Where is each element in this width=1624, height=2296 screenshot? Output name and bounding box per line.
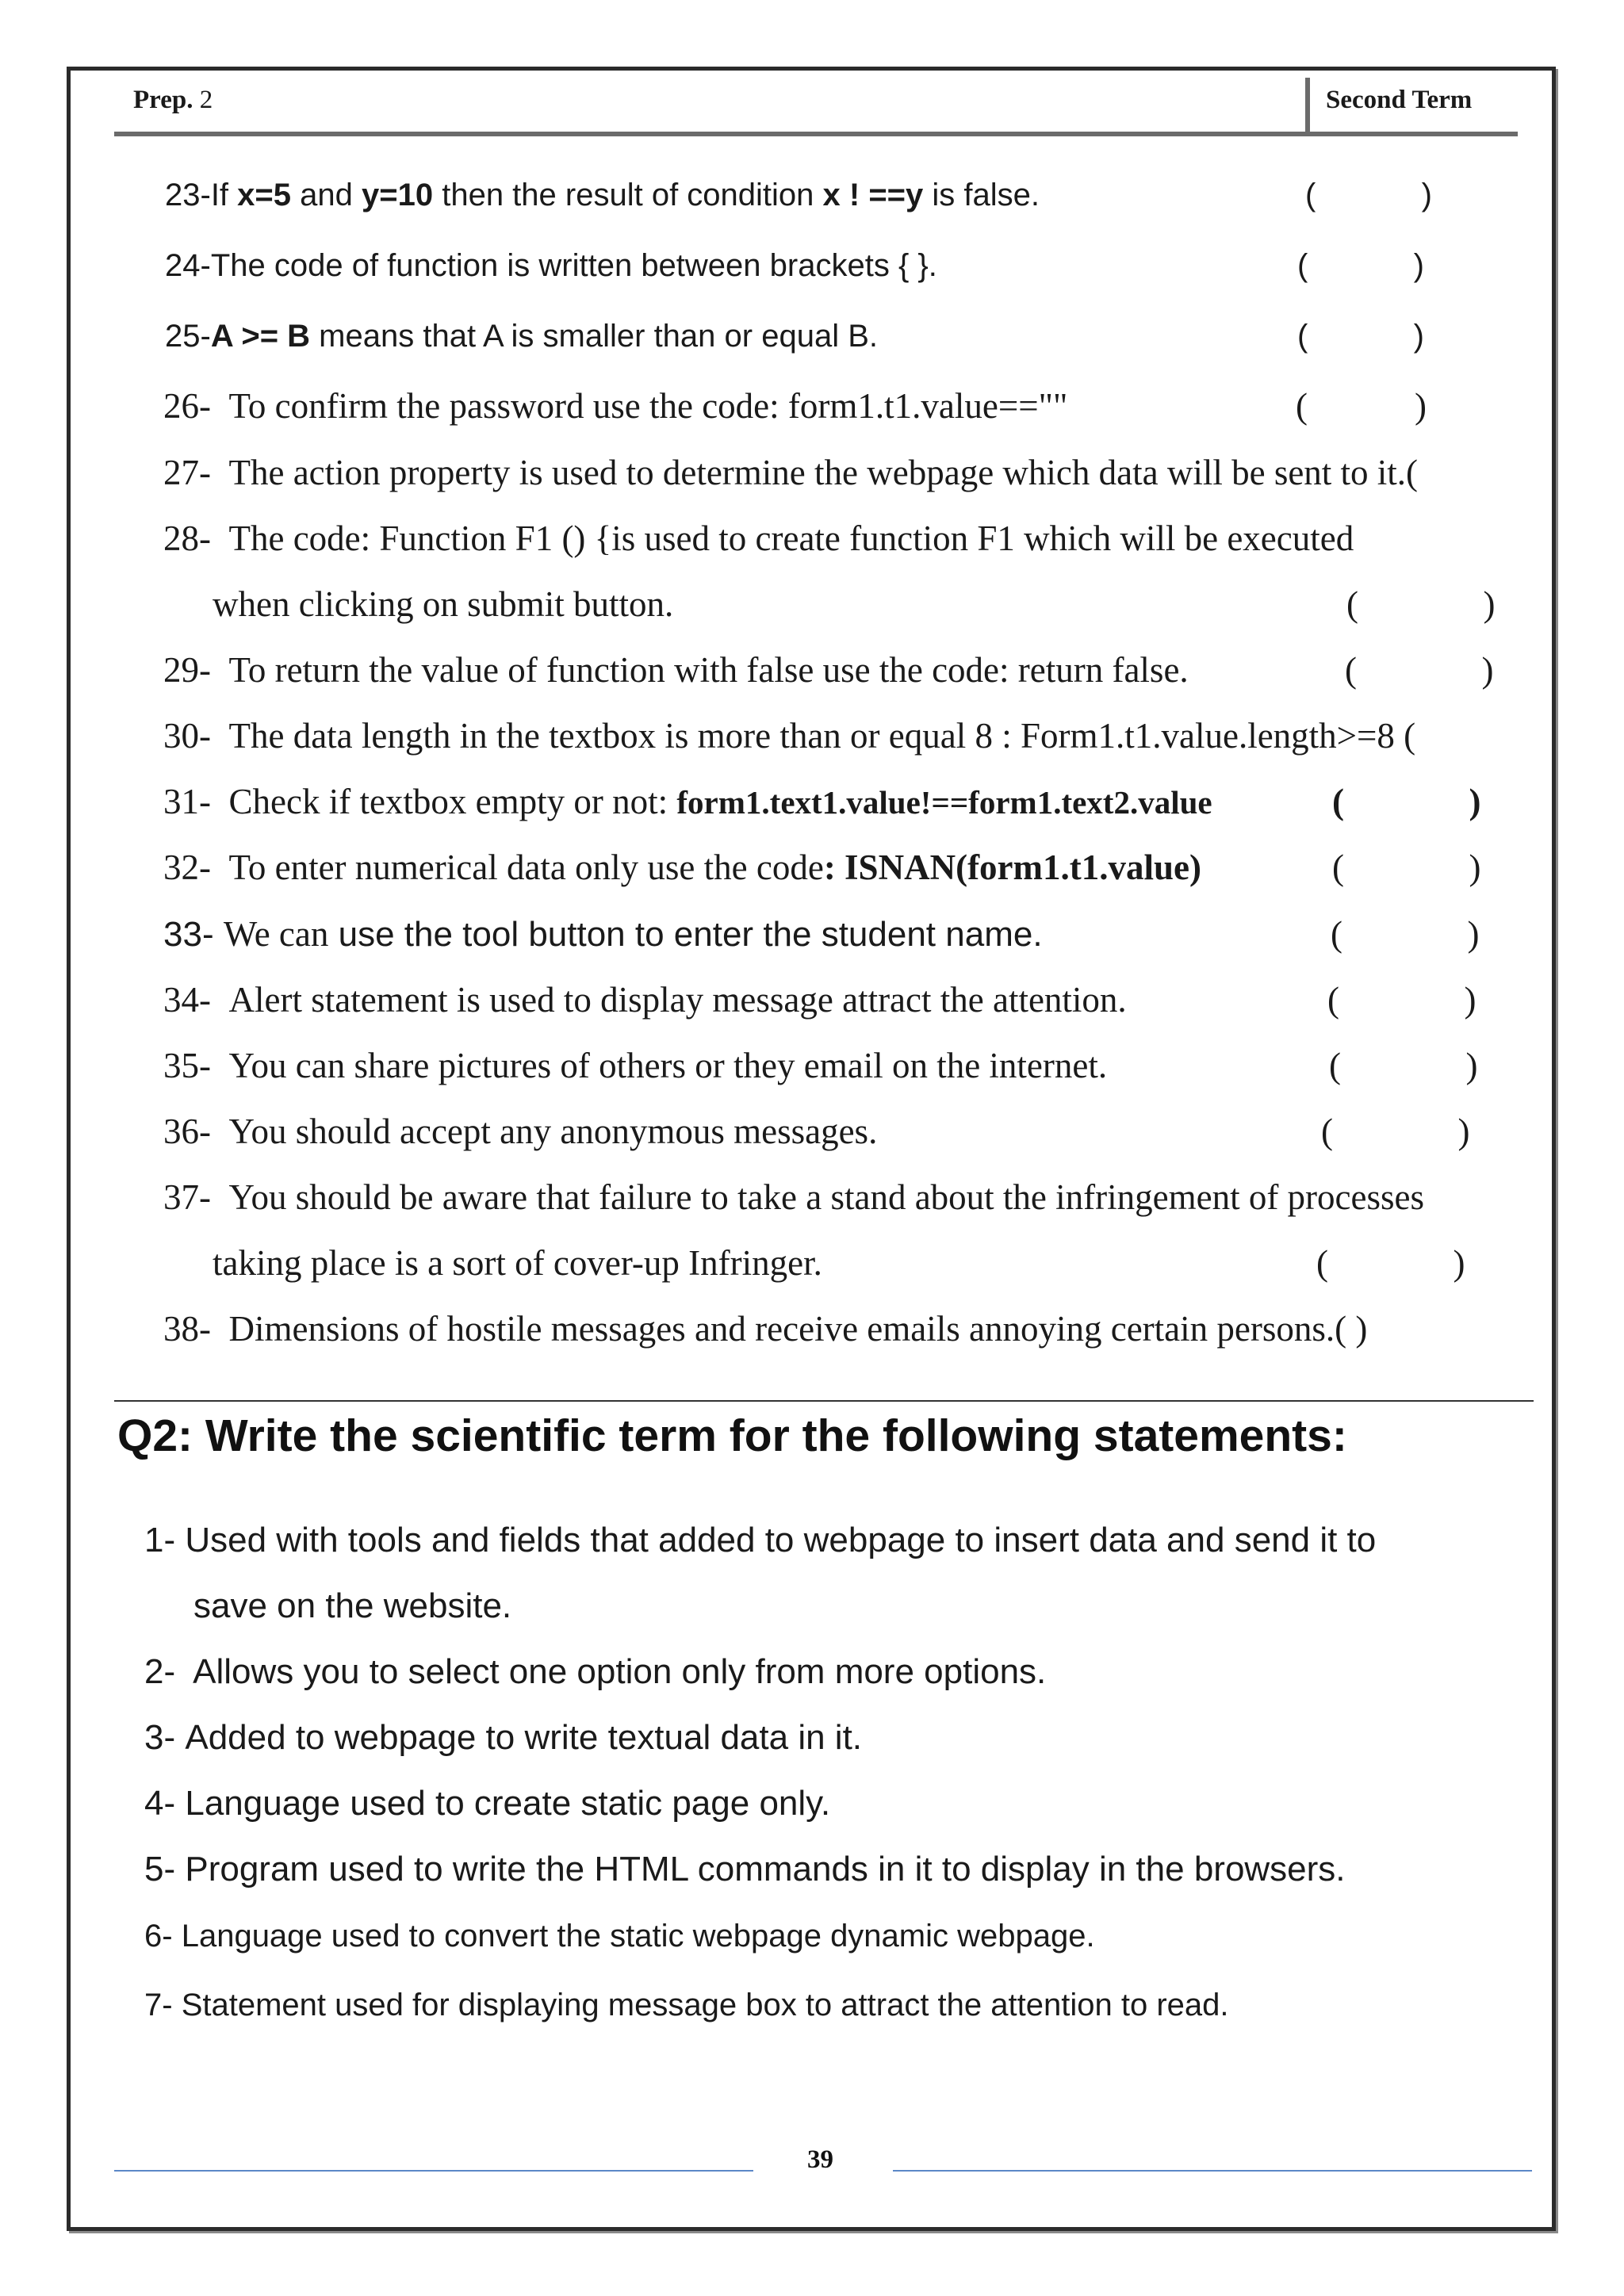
q2-item-5: 5- Program used to write the HTML commands in it to display in the browsers. bbox=[144, 1850, 1346, 1888]
q1-item-23: 23-If x=5 and y=10 then the result of condition x ! ==y is false. bbox=[165, 178, 1040, 212]
q1-item-37-continued: taking place is a sort of cover-up Infringer. bbox=[213, 1243, 822, 1283]
q1-item-36: 36- You should accept any anonymous messages. bbox=[163, 1112, 878, 1151]
answer-paren-32[interactable]: ( ) bbox=[1332, 848, 1481, 887]
q2-item-1: 1- Used with tools and fields that added to webpage to insert data and send it to bbox=[144, 1521, 1377, 1559]
footer-rule-right bbox=[893, 2170, 1532, 2172]
header-prep-number: 2 bbox=[199, 86, 213, 114]
answer-paren-37[interactable]: ( ) bbox=[1316, 1243, 1465, 1283]
answer-paren-25[interactable]: ( ) bbox=[1297, 319, 1424, 354]
header-term: Second Term bbox=[1326, 86, 1473, 114]
page-number: 39 bbox=[807, 2145, 833, 2174]
q1-item-34: 34- Alert statement is used to display message attract the attention. bbox=[163, 980, 1127, 1020]
q1-item-25: 25-A >= B means that A is smaller than or equal B. bbox=[165, 319, 878, 354]
q1-item-35: 35- You can share pictures of others or they email on the internet. bbox=[163, 1046, 1108, 1085]
answer-paren-24[interactable]: ( ) bbox=[1297, 248, 1424, 283]
q2-heading: Q2: Write the scientific term for the following statements: bbox=[117, 1410, 1347, 1461]
answer-paren-31[interactable]: ( ) bbox=[1332, 782, 1481, 821]
header-separator bbox=[1305, 78, 1310, 135]
q1-item-33: 33- We can use the tool button to enter the student name. bbox=[163, 914, 1043, 954]
q1-item-30: 30- The data length in the textbox is more than or equal 8 : Form1.t1.value.length>=8 ( bbox=[163, 716, 1416, 756]
q1-item-38: 38- Dimensions of hostile messages and receive emails annoying certain persons.( ) bbox=[163, 1309, 1368, 1349]
header-prep-label: Prep. bbox=[133, 86, 193, 114]
answer-paren-33[interactable]: ( ) bbox=[1331, 914, 1480, 954]
answer-paren-23[interactable]: ( ) bbox=[1305, 178, 1432, 212]
q2-item-1-continued: save on the website. bbox=[193, 1586, 512, 1625]
footer-rule-left bbox=[114, 2170, 753, 2172]
q1-item-37: 37- You should be aware that failure to take a stand about the infringement of processes bbox=[163, 1177, 1424, 1217]
q1-item-31: 31- Check if textbox empty or not: form1.text1.value!==form1.text2.value bbox=[163, 782, 1212, 821]
q2-item-2: 2- Allows you to select one option only from more options. bbox=[144, 1652, 1047, 1691]
answer-paren-34[interactable]: ( ) bbox=[1327, 980, 1477, 1020]
answer-paren-28[interactable]: ( ) bbox=[1346, 584, 1496, 624]
header-rule bbox=[114, 132, 1518, 136]
q1-item-24: 24-The code of function is written between brackets { }. bbox=[165, 248, 937, 283]
answer-paren-35[interactable]: ( ) bbox=[1329, 1046, 1478, 1085]
header-grade bbox=[133, 86, 213, 115]
answer-paren-29[interactable]: ( ) bbox=[1345, 650, 1494, 690]
answer-paren-36[interactable]: ( ) bbox=[1321, 1112, 1470, 1151]
q1-item-28: 28- The code: Function F1 () {is used to create function F1 which will be executed bbox=[163, 519, 1354, 558]
section-divider bbox=[114, 1400, 1534, 1402]
q2-item-6: 6- Language used to convert the static webpage dynamic webpage. bbox=[144, 1919, 1095, 1954]
q2-item-7: 7- Statement used for displaying message box to attract the attention to read. bbox=[144, 1988, 1229, 2022]
q2-item-3: 3- Added to webpage to write textual data in it. bbox=[144, 1718, 863, 1757]
answer-paren-26[interactable]: ( ) bbox=[1296, 386, 1427, 426]
q2-item-4: 4- Language used to create static page only. bbox=[144, 1784, 831, 1823]
q1-item-32: 32- To enter numerical data only use the code: ISNAN(form1.t1.value) bbox=[163, 848, 1201, 887]
q1-item-26: 26- To confirm the password use the code: form1.t1.value=="" bbox=[163, 386, 1068, 426]
q1-item-28-continued: when clicking on submit button. bbox=[213, 584, 674, 624]
q1-item-27: 27- The action property is used to determine the webpage which data will be sent to it.( bbox=[163, 453, 1419, 492]
q1-item-29: 29- To return the value of function with false use the code: return false. bbox=[163, 650, 1189, 690]
